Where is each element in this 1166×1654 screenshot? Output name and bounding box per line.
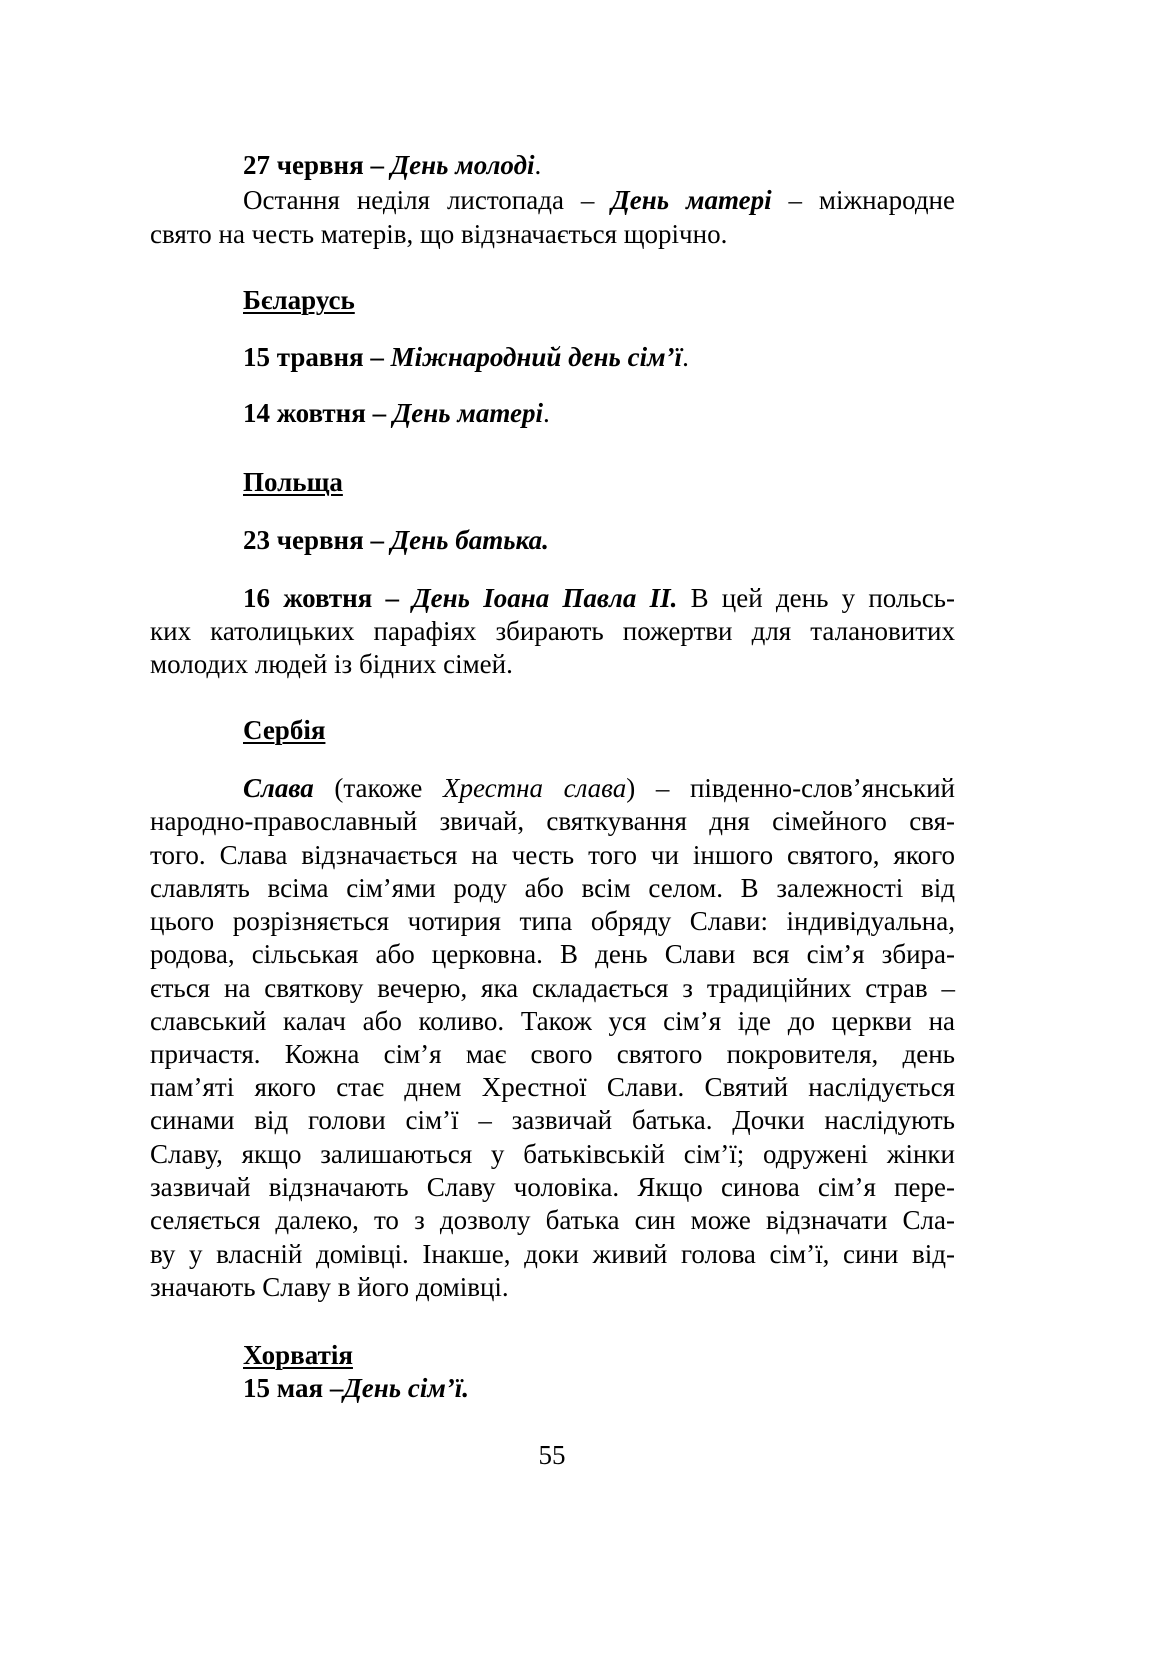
text-line (150, 903, 955, 939)
text-segment: народно-православный звичай, святкування дня сімейного свя- (150, 806, 955, 836)
text-line (150, 837, 955, 873)
text-segment: ) – південно-слов’янський (626, 773, 955, 803)
emphasis-text: День матері (611, 185, 772, 215)
text-segment: ких католицьких парафіях збирають пожертви для талановитих (150, 616, 955, 646)
text-segment: цього розрізняється чотирия типа обряду Слави: індивідуальна, (150, 906, 955, 936)
page-number: 55 (538, 1440, 566, 1470)
section-heading (243, 282, 955, 318)
text-line (150, 1136, 955, 1172)
heading-text: Хорватія (243, 1340, 353, 1370)
text-line (243, 522, 955, 558)
heading-text: Бєларусь (243, 285, 355, 315)
date-text: 15 травня – (243, 342, 391, 372)
text-line (150, 936, 955, 972)
date-text: 23 червня – (243, 525, 391, 555)
text-segment: ву у власній домівці. Інакше, доки живий голова сім’ї, сини від- (150, 1239, 955, 1269)
date-text: 27 червня – (243, 150, 391, 180)
text-line (150, 803, 955, 839)
text-line (243, 339, 955, 375)
date-text: 15 мая – (243, 1373, 344, 1403)
text-segment: В цей день у польсь- (677, 583, 955, 613)
text-segment: синами від голови сім’ї – зазвичай батька. Дочки наслідують (150, 1105, 955, 1135)
text-line (150, 1202, 955, 1238)
text-segment: славлять всіма сім’ями роду або всім селом. В залежності від (150, 873, 955, 903)
text-segment: пам’яті якого стає днем Хрестної Слави. Святий наслідується (150, 1072, 955, 1102)
text-segment: родова, сільськая або церковна. В день Слави вся сім’я збира- (150, 939, 955, 969)
text-segment: славський калач або коливо. Також уся сім’я іде до церкви на (150, 1006, 955, 1036)
section-heading (243, 712, 955, 748)
text-segment: причастя. Кожна сім’я має свого святого покровителя, день (150, 1039, 955, 1069)
text-segment: Остання неділя листопада – (243, 185, 612, 215)
section-heading (243, 464, 955, 500)
text-segment: селяється далеко, то з дозволу батька син може відзначати Сла- (150, 1205, 955, 1235)
text-line (150, 1269, 955, 1305)
text-segment: зазвичай відзначають Славу чоловіка. Якщо синова сім’я пере- (150, 1172, 955, 1202)
text-line (150, 646, 955, 682)
text-segment: – міжнародне (771, 185, 955, 215)
text-segment: . (542, 398, 550, 428)
heading-text: Сербія (243, 715, 326, 745)
text-segment: . (682, 342, 689, 372)
emphasis-text: Міжнародний день сім’ї (390, 342, 683, 372)
text-line (150, 1169, 955, 1205)
emphasis-text: День батька. (390, 525, 549, 555)
text-line (243, 147, 955, 183)
text-line (150, 1003, 955, 1039)
text-line (150, 1102, 955, 1138)
text-segment: того. Слава відзначається на честь того чи іншого святого, якого (150, 840, 955, 870)
text-line (243, 770, 955, 806)
date-text: 14 жовтня – (243, 398, 393, 428)
section-heading (243, 1337, 955, 1373)
emphasis-text: Слава (243, 773, 314, 803)
text-segment: Славу, якщо залишаються у батьківській сім’ї; одружені жінки (150, 1139, 955, 1169)
text-line (150, 216, 955, 252)
text-segment: ється на святкову вечерю, яка складається з традиційних страв – (150, 973, 955, 1003)
text-segment: значають Славу в його домівці. (150, 1272, 509, 1302)
date-text: 16 жовтня – (243, 583, 413, 613)
text-line (243, 395, 955, 431)
text-segment: (такоже (313, 773, 443, 803)
emphasis-text: День Іоана Павла ІІ. (412, 583, 678, 613)
text-segment: свято на честь матерів, що відзначається щорічно. (150, 219, 728, 249)
emphasis-text: День матері (392, 398, 543, 428)
text-line (150, 1236, 955, 1272)
text-line (150, 1036, 955, 1072)
text-line (243, 182, 955, 218)
text-line (243, 580, 955, 616)
text-line (150, 970, 955, 1006)
text-line (243, 1370, 955, 1406)
heading-text: Польща (243, 467, 343, 497)
emphasis-text: День молоді (390, 150, 535, 180)
text-line (150, 1069, 955, 1105)
emphasis-text: Хрестна слава (442, 773, 627, 803)
text-line (150, 613, 955, 649)
text-line (150, 870, 955, 906)
text-segment: . (534, 150, 542, 180)
emphasis-text: День сім’ї. (343, 1373, 470, 1403)
text-segment: молодих людей із бідних сімей. (150, 649, 513, 679)
